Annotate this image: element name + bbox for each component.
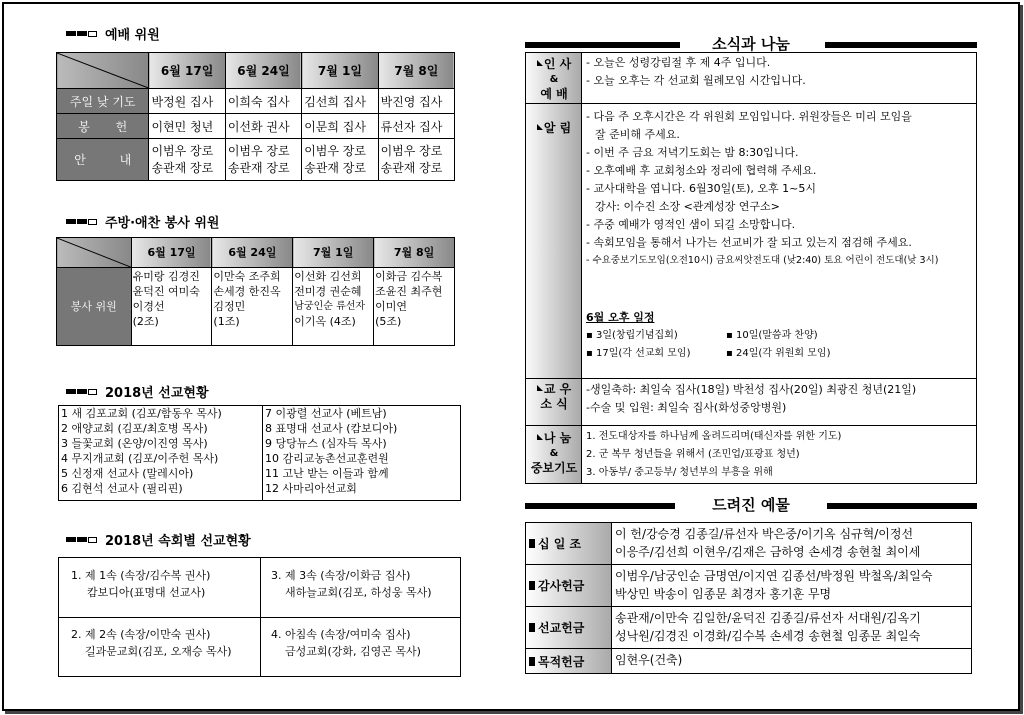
table-cell: 이선화 권사 xyxy=(225,114,301,139)
offering-names: 송관재/이만숙 김일한/윤덕진 김종길/류선자 서대원/김옥기 성낙원/김경진 이경화/김수복 손세경 송현철 임종문 최일숙 xyxy=(615,611,921,643)
table-cell: 이범우 장로 송관재 장로 xyxy=(302,139,378,181)
kitchen-table xyxy=(56,237,455,346)
cell-mission-item: 3. 제 3속 (속장/이화금 집사) 새하늘교회(김포, 하성웅 목사) xyxy=(261,558,460,618)
mission-heading: 2018년 선교현황 xyxy=(66,382,209,401)
worship-date: 6월 17일 xyxy=(149,53,225,89)
table-cell: 박진영 집사 xyxy=(378,89,454,114)
row-label-prayer: 주일 낮 기도 xyxy=(57,89,149,114)
offering-names: 이 헌/강승경 김종길/류선자 박은중/이기옥 심규혁/이정선 이응주/김선희 이현우/김재은 금하영 손세경 송현철 최이세 xyxy=(615,527,921,559)
offering-row xyxy=(526,607,971,649)
list-item: 5 신정재 선교사 (말레시아) xyxy=(61,467,194,480)
mission-list xyxy=(58,405,461,501)
notice-label: 알 림 xyxy=(526,121,582,136)
offering-label: 목적헌금 xyxy=(526,649,612,673)
cell-mission-item: 4. 아침속 (속장/여미숙 집사) 금성교회(강화, 김영곤 목사) xyxy=(271,628,421,658)
list-item: 10 감리교농촌선교훈련원 xyxy=(265,452,389,465)
kitchen-heading: 주방·애찬 봉사 위원 xyxy=(66,212,219,231)
kitchen-date: 6월 17일 xyxy=(131,238,212,268)
table-cell: 이만숙 조주희 손세경 한진옥 김정민 (1조) xyxy=(212,268,293,346)
list-item: 1 새 김포교회 (김포/함동우 목사) xyxy=(61,407,222,420)
cell-mission-heading: 2018년 속회별 선교현황 xyxy=(66,530,251,549)
prayer-label: 나 눔 & 중보기도 xyxy=(530,431,578,475)
worship-date: 7월 8일 xyxy=(378,53,454,89)
schedule-title: 6월 오후 일정 xyxy=(586,311,655,324)
list-item: 12 사마리아선교회 xyxy=(265,482,357,495)
list-item: 3 들꽃교회 (온양/이진영 목사) xyxy=(61,437,208,450)
offering-label: 감사헌금 xyxy=(526,565,612,606)
worship-date: 7월 1일 xyxy=(302,53,378,89)
member-news-label: 교 우 소 식 xyxy=(526,382,582,412)
row-label-usher: 안 내 xyxy=(57,139,149,181)
cell-mission-item: 2. 제 2속 (속장/이만숙 권사) 길과문교회(김포, 오재승 목사) xyxy=(59,618,261,676)
offerings-heading: 드려진 예물 xyxy=(525,494,977,516)
heading-marks-icon xyxy=(66,31,97,37)
schedule-block: 6월 오후 일정 ▪ 3일(창립기념집회) ▪ 10일(말씀과 찬양) ▪ 17일(각 선교회 모임) ▪ 24일(각 위원회 모임) xyxy=(586,311,831,359)
offering-row xyxy=(526,523,971,565)
list-item: 6 김현석 선교사 (필리핀) xyxy=(61,482,183,495)
heading-marks-icon xyxy=(66,389,97,395)
kitchen-date: 7월 1일 xyxy=(293,238,374,268)
table-corner xyxy=(57,53,149,89)
list-item: 8 표명대 선교사 (캄보디아) xyxy=(265,422,398,435)
heading-marks-icon xyxy=(66,537,97,543)
worship-date: 6월 24일 xyxy=(225,53,301,89)
row-label-offering: 봉 헌 xyxy=(57,114,149,139)
offering-label: 선교헌금 xyxy=(526,607,612,648)
offerings-table xyxy=(525,522,972,674)
offering-names: 임현우(건축) xyxy=(615,653,683,667)
prayer-text: 1. 전도대상자를 하나님께 올려드리며(태신자를 위한 기도) 2. 군 복무 청년들을 위해서 (조민업/표광표 청년) 3. 아동부/ 중고등부/ 청년부의 부흥을 위해 xyxy=(586,431,842,478)
kitchen-date: 6월 24일 xyxy=(212,238,293,268)
greeting-label: 인 사 & 예 배 xyxy=(526,57,582,102)
news-box xyxy=(525,52,977,484)
kitchen-date: 7월 8일 xyxy=(374,238,455,268)
table-cell: 이현민 청년 xyxy=(149,114,225,139)
table-cell: 이문희 집사 xyxy=(302,114,378,139)
table-cell: 박정원 집사 xyxy=(149,89,225,114)
table-corner xyxy=(57,238,132,268)
row-label-service: 봉사 위원 xyxy=(57,268,132,346)
table-cell: 이선화 김선희 전미경 권순혜 남궁인순 류선자 이기옥 (4조) xyxy=(293,268,374,346)
table-cell: 이범우 장로 송관재 장로 xyxy=(378,139,454,181)
list-item: 11 고난 받는 이들과 함께 xyxy=(265,467,389,480)
offering-label: 십 일 조 xyxy=(526,523,612,564)
news-heading: 소식과 나눔 xyxy=(525,33,977,55)
worship-heading: 예배 위원 xyxy=(66,24,160,43)
offering-row xyxy=(526,565,971,607)
heading-marks-icon xyxy=(66,219,97,225)
notice-text: - 다음 주 오후시간은 각 위원회 모임입니다. 위원장들은 미리 모임을 잘 준비해 주세요. - 이번 주 금요 저녁기도회는 밤 8:30입니다. - 오후예배 후 교회청소와 정리에 협력해 주세요. - 교사대학을 엽니다. 6월30일(토), 오후 1~5시 강사: 이수진 소장 <관계성장 연구소> - 주중 예배가 영적인 샘이 되길 소망합니다. - 속회모임을 통해서 나가는 선교비가 잘 되고 있는지 점검해 주세요. - 수요중보기도모임(오전10시) 금요씨앗전도대 (낮2:40) 토요 어린이 전도대(낮 3시) xyxy=(586,110,939,266)
member-news-text: -생일축하: 최일숙 집사(18일) 박천성 집사(20일) 최광진 청년(21일) -수술 및 입원: 최일숙 집사(화성중앙병원) xyxy=(586,383,917,414)
table-cell: 유미랑 김경진 윤덕진 여미숙 이경선 (2조) xyxy=(131,268,212,346)
table-cell: 이화금 김수복 조윤진 최주현 이미연 (5조) xyxy=(374,268,455,346)
table-cell: 이범우 장로 송관재 장로 xyxy=(149,139,225,181)
list-item: 9 당당뉴스 (심자득 목사) xyxy=(265,437,387,450)
table-cell: 이범우 장로 송관재 장로 xyxy=(225,139,301,181)
list-item: 4 무지개교회 (김포/이주헌 목사) xyxy=(61,452,219,465)
offering-row xyxy=(526,649,971,673)
offering-names: 이범우/남궁인순 금명연/이지연 김종선/박정원 박철옥/최일숙 박상민 박송이 임종문 최경자 홍기훈 무명 xyxy=(615,569,933,601)
worship-table xyxy=(56,52,455,181)
cell-mission-item: 1. 제 1속 (속장/김수복 권사) 캄보디아(표명대 선교사) xyxy=(59,558,261,618)
greeting-text: - 오늘은 성령강림절 후 제 4주 입니다. - 오늘 오후는 각 선교회 월례모임 시간입니다. xyxy=(586,56,806,87)
table-cell: 김선희 집사 xyxy=(302,89,378,114)
cell-mission-grid xyxy=(58,557,461,677)
table-cell: 이희숙 집사 xyxy=(225,89,301,114)
table-cell: 류선자 집사 xyxy=(378,114,454,139)
list-item: 7 이광렬 선교사 (베트남) xyxy=(265,407,387,420)
list-item: 2 애양교회 (김포/최호병 목사) xyxy=(61,422,208,435)
